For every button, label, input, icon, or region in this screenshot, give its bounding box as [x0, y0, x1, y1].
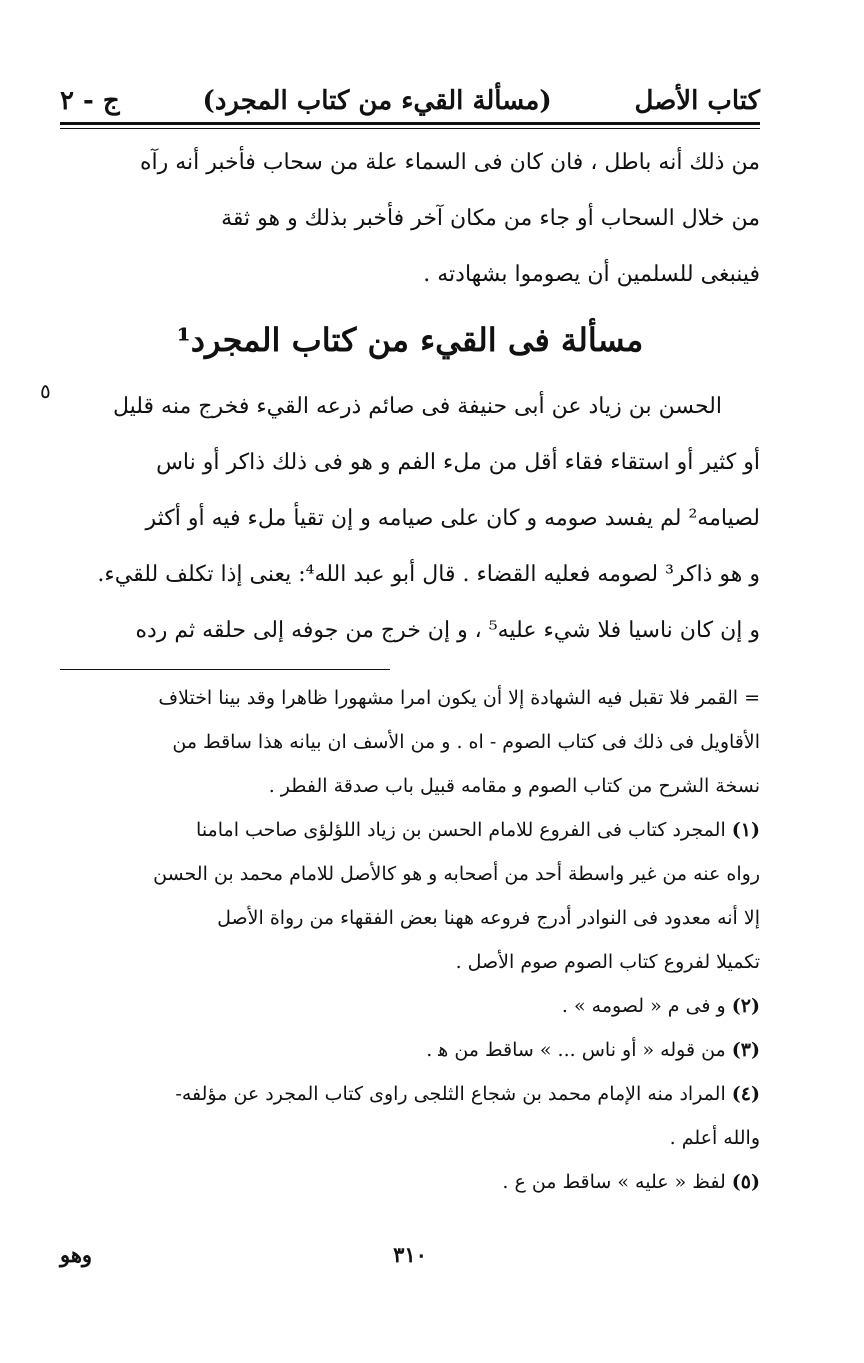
section-heading-short: (مسألة القيء من كتاب المجرد)	[202, 86, 552, 116]
footnote-2	[60, 984, 760, 1028]
catchword: وهو	[60, 1242, 93, 1267]
footnote-number: (١)	[731, 819, 760, 841]
text-line: من خلال السحاب أو جاء من مكان آخر فأخبر بذلك و هو ثقة	[221, 206, 760, 231]
main-paragraph-wrap	[40, 379, 760, 659]
footnote-4	[60, 1072, 760, 1116]
footnote-line: والله أعلم .	[669, 1127, 760, 1149]
text-line: من ذلك أنه باطل ، فان كان فى السماء علة من سحاب فأخبر أنه رآه	[139, 150, 760, 175]
footnote-number: (٢)	[731, 995, 760, 1017]
footnote-text: و فى م « لصومه » .	[561, 995, 726, 1017]
main-paragraph	[60, 379, 760, 659]
footnote-number: (٥)	[731, 1171, 760, 1193]
footnote-line: = القمر فلا تقبل فيه الشهادة إلا أن يكون امرا مشهورا ظاهرا وقد بينا اختلاف	[158, 687, 760, 709]
page-footer	[60, 1242, 760, 1272]
footnote-text: المجرد كتاب فى الفروع للامام الحسن بن زياد اللؤلؤى صاحب امامنا	[196, 819, 726, 841]
footnote-5	[60, 1160, 760, 1204]
footnote-line: الأقاويل فى ذلك فى كتاب الصوم - اه . و من الأسف ان بيانه هذا ساقط من	[172, 731, 760, 753]
running-header	[60, 62, 760, 116]
footnote-line: تكميلا لفروع كتاب الصوم صوم الأصل .	[455, 951, 760, 973]
text-line: و إن كان ناسيا فلا شيء عليه⁵ ، و إن خرج من جوفه إلى حلقه ثم رده	[135, 618, 760, 643]
footnote-number: (٤)	[731, 1083, 760, 1105]
text-line: فينبغى للسلمين أن يصوموا بشهادته .	[423, 262, 760, 287]
page-number: ٣١٠	[393, 1242, 427, 1267]
text-line	[60, 379, 760, 435]
footnote-number: (٣)	[731, 1039, 760, 1061]
volume-label: ج - ٢	[60, 86, 120, 116]
footnote-line: نسخة الشرح من كتاب الصوم و مقامه قبيل باب صدقة الفطر .	[268, 775, 760, 797]
intro-paragraph	[60, 135, 760, 303]
book-page	[40, 62, 760, 1312]
book-title: كتاب الأصل	[634, 86, 760, 116]
footnote-text: من قوله « أو ناس ... » ساقط من ﻫ .	[426, 1039, 726, 1061]
footnotes	[60, 676, 760, 1204]
text-line: أو كثير أو استقاء فقاء أقل من ملء الفم و هو فى ذلك ذاكر أو ناس	[156, 450, 760, 475]
text-line: و هو ذاكر³ لصومه فعليه القضاء . قال أبو عبد الله⁴: يعنى إذا تكلف للقيء.	[97, 562, 760, 587]
footnote-separator	[60, 669, 390, 670]
footnote-1	[60, 808, 760, 852]
footnote-text: المراد منه الإمام محمد بن شجاع الثلجى راوى كتاب المجرد عن مؤلفه-	[175, 1083, 726, 1105]
section-title: مسألة فى القيء من كتاب المجرد¹	[176, 321, 644, 359]
text-line: لصيامه² لم يفسد صومه و كان على صيامه و إن تقيأ ملء فيه أو أكثر	[145, 506, 760, 531]
footnote-text: لفظ « عليه » ساقط من ع .	[502, 1171, 726, 1193]
line-number-marker: ٥	[40, 379, 51, 403]
header-rule	[60, 122, 760, 129]
text-line-content: الحسن بن زياد عن أبى حنيفة فى صائم ذرعه القيء فخرج منه قليل	[112, 394, 722, 419]
footnote-separator-wrap	[60, 659, 760, 676]
footnote-line: رواه عنه من غير واسطة أحد من أصحابه و هو كالأصل للامام محمد بن الحسن	[153, 863, 760, 885]
footnote-line: إلا أنه معدود فى النوادر أدرج فروعه ههنا بعض الفقهاء من رواة الأصل	[217, 907, 760, 929]
footnote-3	[60, 1028, 760, 1072]
